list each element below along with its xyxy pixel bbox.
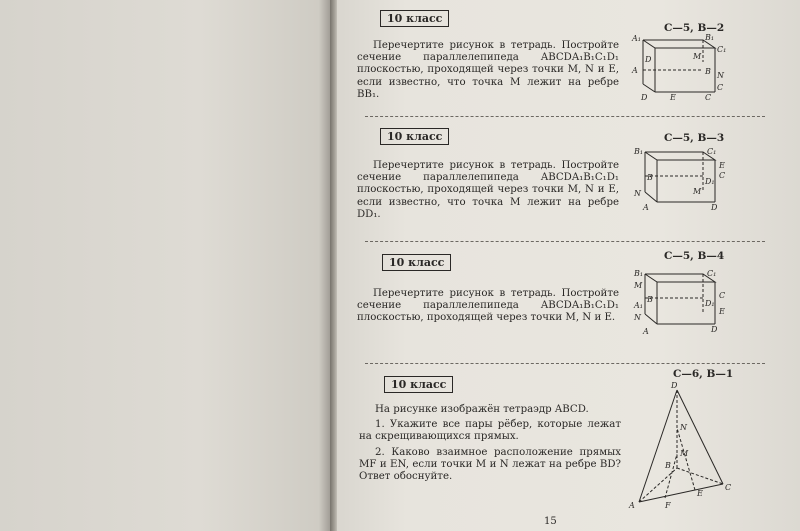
parallelepiped-figure [629, 266, 739, 338]
task-text [357, 160, 619, 221]
task-paragraph: На рисунке изображён тетраэдр ABCD. [375, 404, 589, 415]
dashed-separator [365, 116, 765, 117]
vertex-label: D₁ [705, 299, 715, 308]
vertex-label: B [647, 173, 653, 182]
vertex-label: D [711, 325, 718, 334]
task-paragraph: Перечертите рисунок в тетрадь. Постройте сечение параллелепипеда ABCDA₁B₁C₁D₁ плоскостью, проходящей через точки M, N и E, если известно, что точка M лежит на ребре DD₁. [357, 160, 619, 220]
task-1 [337, 0, 800, 118]
vertex-label: A [643, 203, 649, 212]
vertex-label: B [665, 461, 671, 470]
task-paragraph: Перечертите рисунок в тетрадь. Постройте сечение параллелепипеда ABCDA₁B₁C₁D₁ плоскостью, проходящей через точки M, N и E, если известно, что точка M лежит на ребре BB₁. [357, 40, 619, 100]
parallelepiped-figure [623, 32, 733, 104]
task-4 [337, 364, 800, 514]
task-text [357, 40, 619, 101]
point-label: N [634, 189, 641, 198]
vertex-label: B [647, 295, 653, 304]
parallelepiped-figure [629, 146, 739, 218]
point-label: M [680, 449, 689, 458]
point-label: M [693, 187, 702, 196]
vertex-label: C [705, 93, 712, 102]
point-label: N [717, 71, 724, 80]
vertex-label: D [641, 93, 648, 102]
variant-code: С—5, В—2 [664, 22, 725, 34]
vertex-label: A₁ [632, 34, 641, 43]
task-2 [337, 118, 800, 242]
task-text [357, 288, 619, 325]
vertex-label: B [705, 67, 711, 76]
vertex-label: D [711, 203, 718, 212]
point-label: F [665, 501, 671, 510]
point-label: E [697, 489, 703, 498]
vertex-label: D [671, 381, 678, 390]
vertex-label: B₁ [634, 147, 644, 156]
grade-box: 10 класс [380, 128, 449, 145]
vertex-label: A [629, 501, 635, 510]
vertex-label: A₁ [634, 301, 643, 310]
vertex-label: B₁ [634, 269, 644, 278]
tetrahedron-figure [627, 380, 737, 510]
vertex-label: D₁ [705, 177, 715, 186]
grade-box: 10 класс [384, 376, 453, 393]
variant-code: С—5, В—4 [664, 250, 725, 262]
task-text [359, 404, 621, 483]
vertex-label: C₁ [717, 45, 727, 54]
vertex-label: C₁ [707, 147, 717, 156]
vertex-label: A [643, 327, 649, 336]
vertex-label: C₁ [707, 269, 717, 278]
vertex-label: C [725, 483, 732, 492]
task-paragraph: 1. Укажите все пары рёбер, которые лежат на скрещивающихся прямых. [359, 419, 621, 443]
variant-code: С—6, В—1 [673, 368, 734, 380]
point-label: M [634, 281, 643, 290]
page-number: 15 [544, 516, 557, 527]
vertex-label: A [632, 66, 638, 75]
right-page [337, 0, 800, 531]
vertex-label: C [717, 83, 724, 92]
point-label: E [719, 161, 725, 170]
vertex-label: D [645, 55, 652, 64]
vertex-label: C [719, 291, 726, 300]
variant-code: С—5, В—3 [664, 132, 725, 144]
point-label: E [719, 307, 725, 316]
point-label: N [634, 313, 641, 322]
point-label: N [680, 423, 687, 432]
left-page [0, 0, 332, 531]
grade-box: 10 класс [380, 10, 449, 27]
grade-box: 10 класс [382, 254, 451, 271]
task-paragraph: Перечертите рисунок в тетрадь. Постройте сечение параллелепипеда ABCDA₁B₁C₁D₁ плоскостью, проходящей через точки M, N и E. [357, 288, 619, 324]
task-3 [337, 242, 800, 364]
vertex-label: B₁ [705, 33, 715, 42]
point-label: E [670, 93, 676, 102]
point-label: M [693, 52, 702, 61]
vertex-label: C [719, 171, 726, 180]
task-paragraph: 2. Каково взаимное расположение прямых MF и EN, если точки M и N лежат на ребре BD? Ответ обоснуйте. [359, 446, 621, 483]
